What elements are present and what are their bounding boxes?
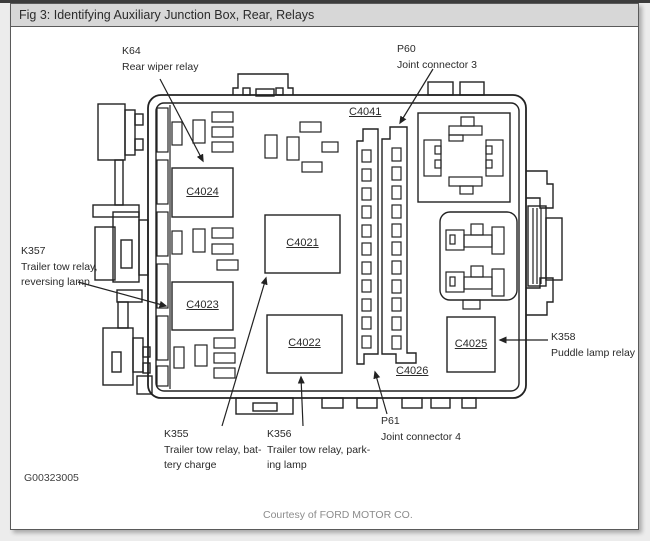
callout-k356-text: Trailer tow relay, park-	[267, 443, 371, 456]
callout-p60-text: Joint connector 3	[397, 58, 477, 71]
callout-k356-id: K356	[267, 428, 292, 440]
left-rail-slots	[157, 108, 168, 386]
callout-k355-text: Trailer tow relay, bat-	[164, 443, 262, 456]
callout-k64	[122, 44, 198, 75]
callout-k64-text: Rear wiper relay	[122, 60, 199, 73]
fuse-group-middle	[172, 228, 238, 270]
callout-p61-id: P61	[381, 415, 400, 427]
callout-k358-id: K358	[551, 331, 576, 343]
label-c4022: C4022	[288, 337, 321, 349]
relay-rounded-box	[440, 212, 517, 309]
right-side-connector	[526, 171, 562, 315]
relay-socket-box	[418, 113, 510, 202]
label-c4024: C4024	[186, 186, 219, 198]
label-c4026: C4026	[396, 365, 429, 377]
bottom-bracket	[137, 376, 476, 414]
callout-p60-id: P60	[397, 43, 416, 55]
center-fuses	[265, 122, 338, 172]
courtesy-note: Courtesy of FORD MOTOR CO.	[263, 509, 413, 521]
callout-k64-id: K64	[122, 45, 141, 57]
callout-k357-text: Trailer tow relay,	[21, 260, 98, 273]
strip-pins-right	[392, 148, 401, 349]
strip-pins-left	[362, 150, 371, 348]
callout-p61-text: Joint connector 4	[381, 430, 461, 443]
fuse-group-top	[172, 112, 233, 152]
callout-k355-id: K355	[164, 428, 189, 440]
label-c4041: C4041	[349, 106, 382, 118]
top-bracket	[233, 74, 484, 96]
callout-k357-id: K357	[21, 245, 46, 257]
fuse-group-bottom	[174, 338, 235, 378]
callout-p60	[397, 42, 477, 73]
callout-p61	[381, 414, 461, 445]
figure-title: Fig 3: Identifying Auxiliary Junction Box, Rear, Relays	[11, 4, 638, 27]
figure-id: G00323005	[24, 472, 79, 484]
left-side-connectors	[93, 104, 150, 385]
callout-k357-text2: reversing lamp	[21, 276, 90, 288]
callout-k355-text2: tery charge	[164, 459, 217, 471]
callout-k358	[551, 330, 635, 361]
label-c4021: C4021	[286, 237, 319, 249]
callout-k358-text: Puddle lamp relay	[551, 346, 636, 359]
callout-k356-text2: ing lamp	[267, 459, 307, 471]
callout-k357	[21, 244, 97, 291]
callout-k355	[164, 427, 261, 474]
callout-k356	[267, 427, 370, 474]
joint-connector-strips	[357, 127, 416, 364]
label-c4023: C4023	[186, 299, 219, 311]
label-c4025: C4025	[454, 338, 488, 350]
